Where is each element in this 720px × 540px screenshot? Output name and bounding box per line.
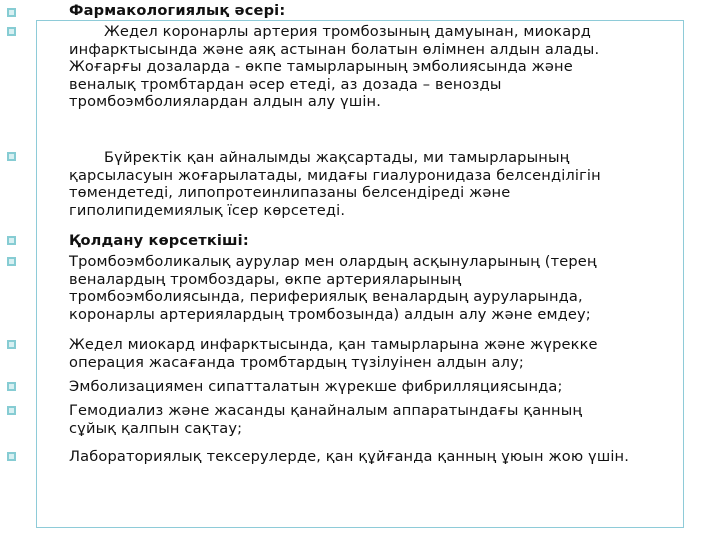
paragraph-hemodialysis: Гемодиализ және жасанды қанайналым аппаратындағы қанның сұйық қалпын сақтау; <box>69 402 583 437</box>
square-bullet-icon <box>7 382 16 391</box>
square-bullet-icon <box>7 27 16 36</box>
square-bullet-icon <box>7 406 16 415</box>
paragraph-renal-circulation: Бүйректік қан айналымды жақсартады, ми тамырларының қарсыласуын жоғарылатады, мидағы гиалуронидаза белсенділігін төмендетеді, липопротеинлипазаны белсендіреді және гиполипидемиялық їсер көрсетеді. <box>69 149 601 219</box>
square-bullet-icon <box>7 152 16 161</box>
paragraph-thromboembolic-diseases: Тромбоэмболикалық аурулар мен олардың асқынуларының (терең веналардың тромбоздары, өкпе артерияларының тромбоэмболиясында, перифериялық веналардың ауруларында, коронарлы артериялардың тромбозында) алдын алу және емдеу; <box>69 253 597 323</box>
heading-indications: Қолдану көрсеткіші: <box>69 232 249 249</box>
square-bullet-icon <box>7 236 16 245</box>
paragraph-atrial-fibrillation: Эмболизациямен сипатталатын жүрекше фибрилляциясында; <box>69 378 563 395</box>
square-bullet-icon <box>7 8 16 17</box>
heading-pharmacological-action: Фармакологиялық әсері: <box>69 2 286 19</box>
paragraph-myocardial-infarction: Жедел миокард инфарктысында, қан тамырларына және жүрекке операция жасағанда тромбтардың түзілуінен алдын алу; <box>69 336 598 371</box>
paragraph-coronary-prevention: Жедел коронарлы артерия тромбозының дамуынан, миокард инфарктысында және аяқ астынан болатын өлімнен алдын алады. Жоғарғы дозаларда - өкпе тамырларының эмболиясында және веналық тромбтардан әсер етеді, аз дозада – венозды тромбоэмболиялардан алдын алу үшін. <box>69 23 600 111</box>
paragraph-laboratory-tests: Лабораториялық тексерулерде, қан құйғанда қанның ұюын жою үшін. <box>69 448 630 465</box>
square-bullet-icon <box>7 452 16 461</box>
square-bullet-icon <box>7 340 16 349</box>
square-bullet-icon <box>7 257 16 266</box>
